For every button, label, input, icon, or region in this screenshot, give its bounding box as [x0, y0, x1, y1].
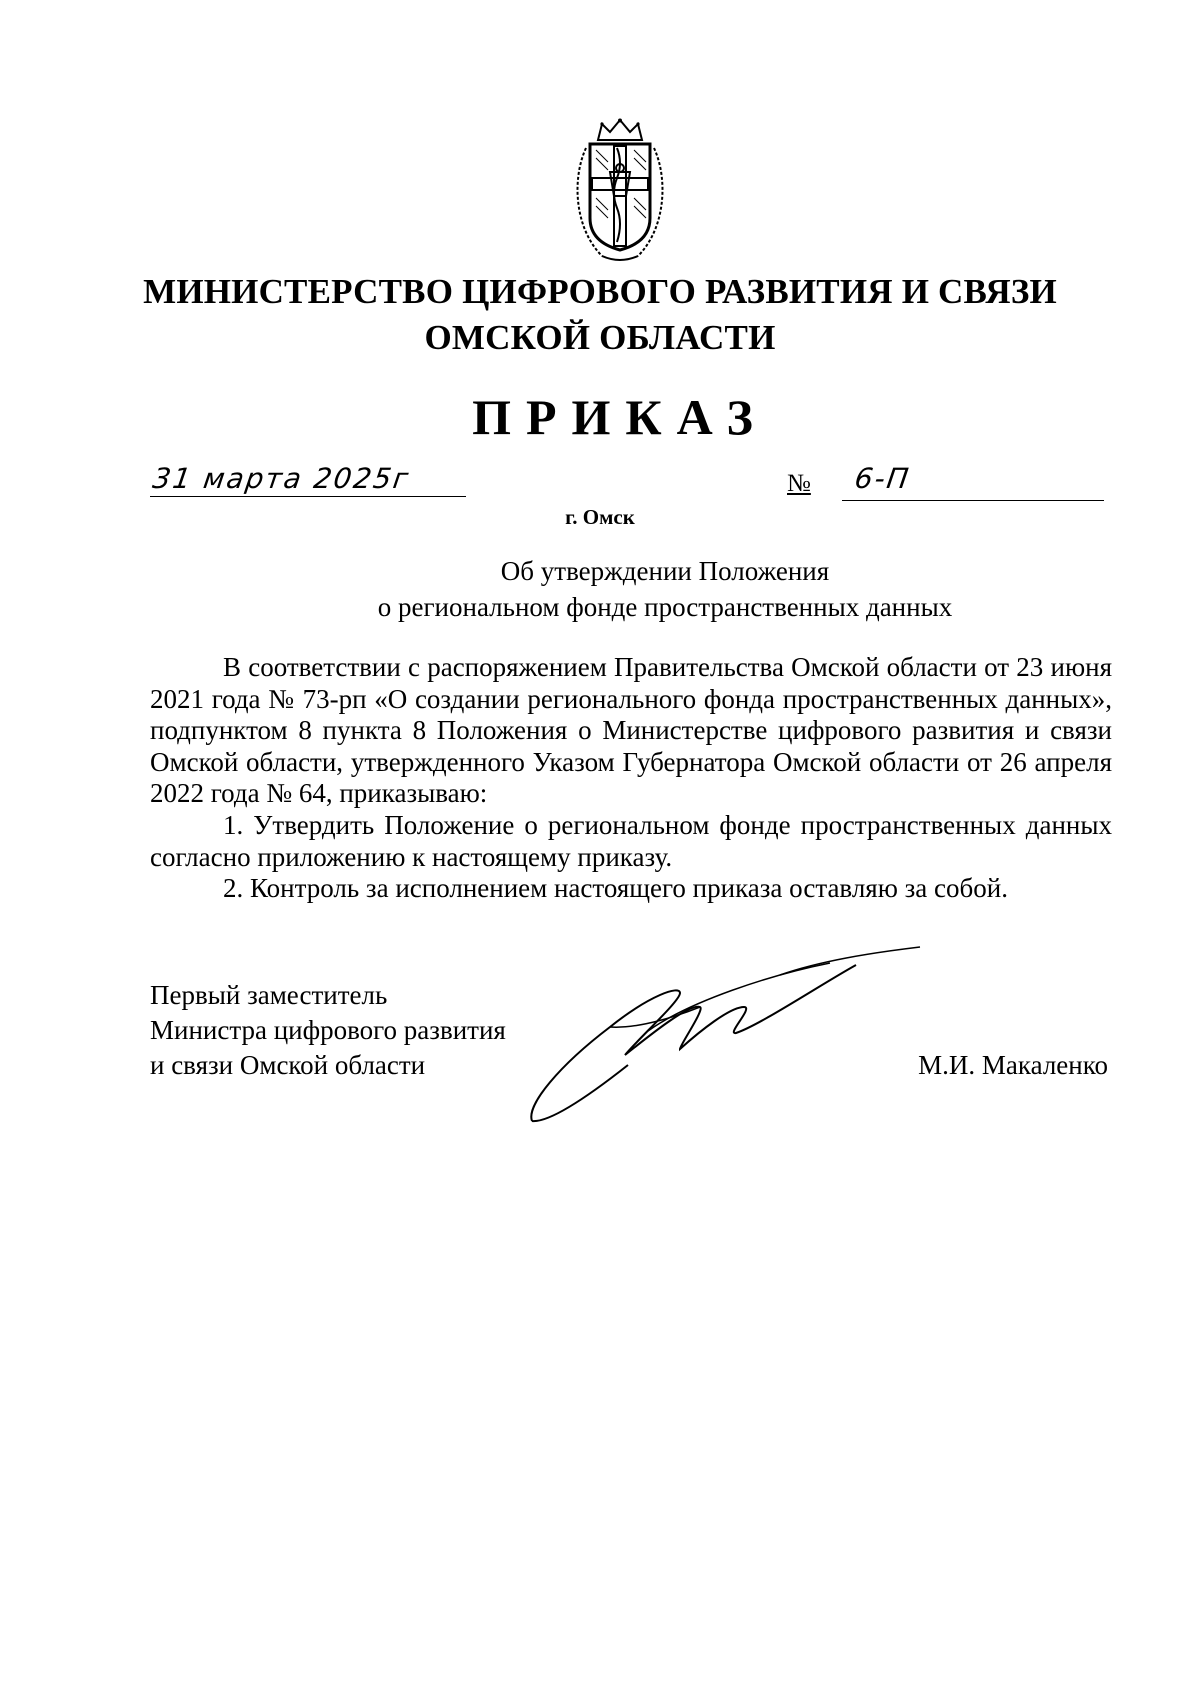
subject-line2: о региональном фонде пространственных данных [377, 592, 953, 622]
document-date: 31 марта 2025г [150, 462, 413, 495]
ministry-name-line2: ОМСКОЙ ОБЛАСТИ [424, 318, 776, 357]
number-underline [842, 500, 1104, 501]
item-1-paragraph: 1. Утвердить Положение о региональном фонде пространственных данных согласно приложению к настоящему приказу. [150, 809, 1112, 872]
signer-position-line1: Первый заместитель [150, 980, 388, 1010]
handwritten-signature-icon [530, 945, 940, 1125]
document-type-title: ПРИКАЗ [472, 389, 768, 445]
coat-of-arms-icon [568, 118, 672, 266]
signer-position-line2: Министра цифрового развития [150, 1015, 506, 1045]
preamble-paragraph: В соответствии с распоряжением Правительства Омской области от 23 июня 2021 года № 73-рп «О создании регионального фонда пространственных данных», подпунктом 8 пункта 8 Положения о Министерстве цифрового развития и связи Омской области, утвержденного Указом Губернатора Омской области от 26 апреля 2022 года № 64, приказываю: [150, 652, 1112, 809]
item-2-paragraph: 2. Контроль за исполнением настоящего приказа оставляю за собой. [223, 873, 1008, 904]
document-body [150, 652, 1112, 905]
signer-position [150, 978, 506, 1083]
number-label: № [787, 470, 811, 497]
document-city: г. Омск [565, 505, 635, 529]
date-underline [150, 496, 466, 497]
document-number: 6-П [852, 462, 913, 495]
ministry-name-line1: МИНИСТЕРСТВО ЦИФРОВОГО РАЗВИТИЯ И СВЯЗИ [143, 272, 1057, 311]
subject-line1: Об утверждении Положения [500, 556, 830, 586]
signer-name: М.И. Макаленко [918, 1050, 1108, 1080]
signer-position-line3: и связи Омской области [150, 1050, 426, 1080]
